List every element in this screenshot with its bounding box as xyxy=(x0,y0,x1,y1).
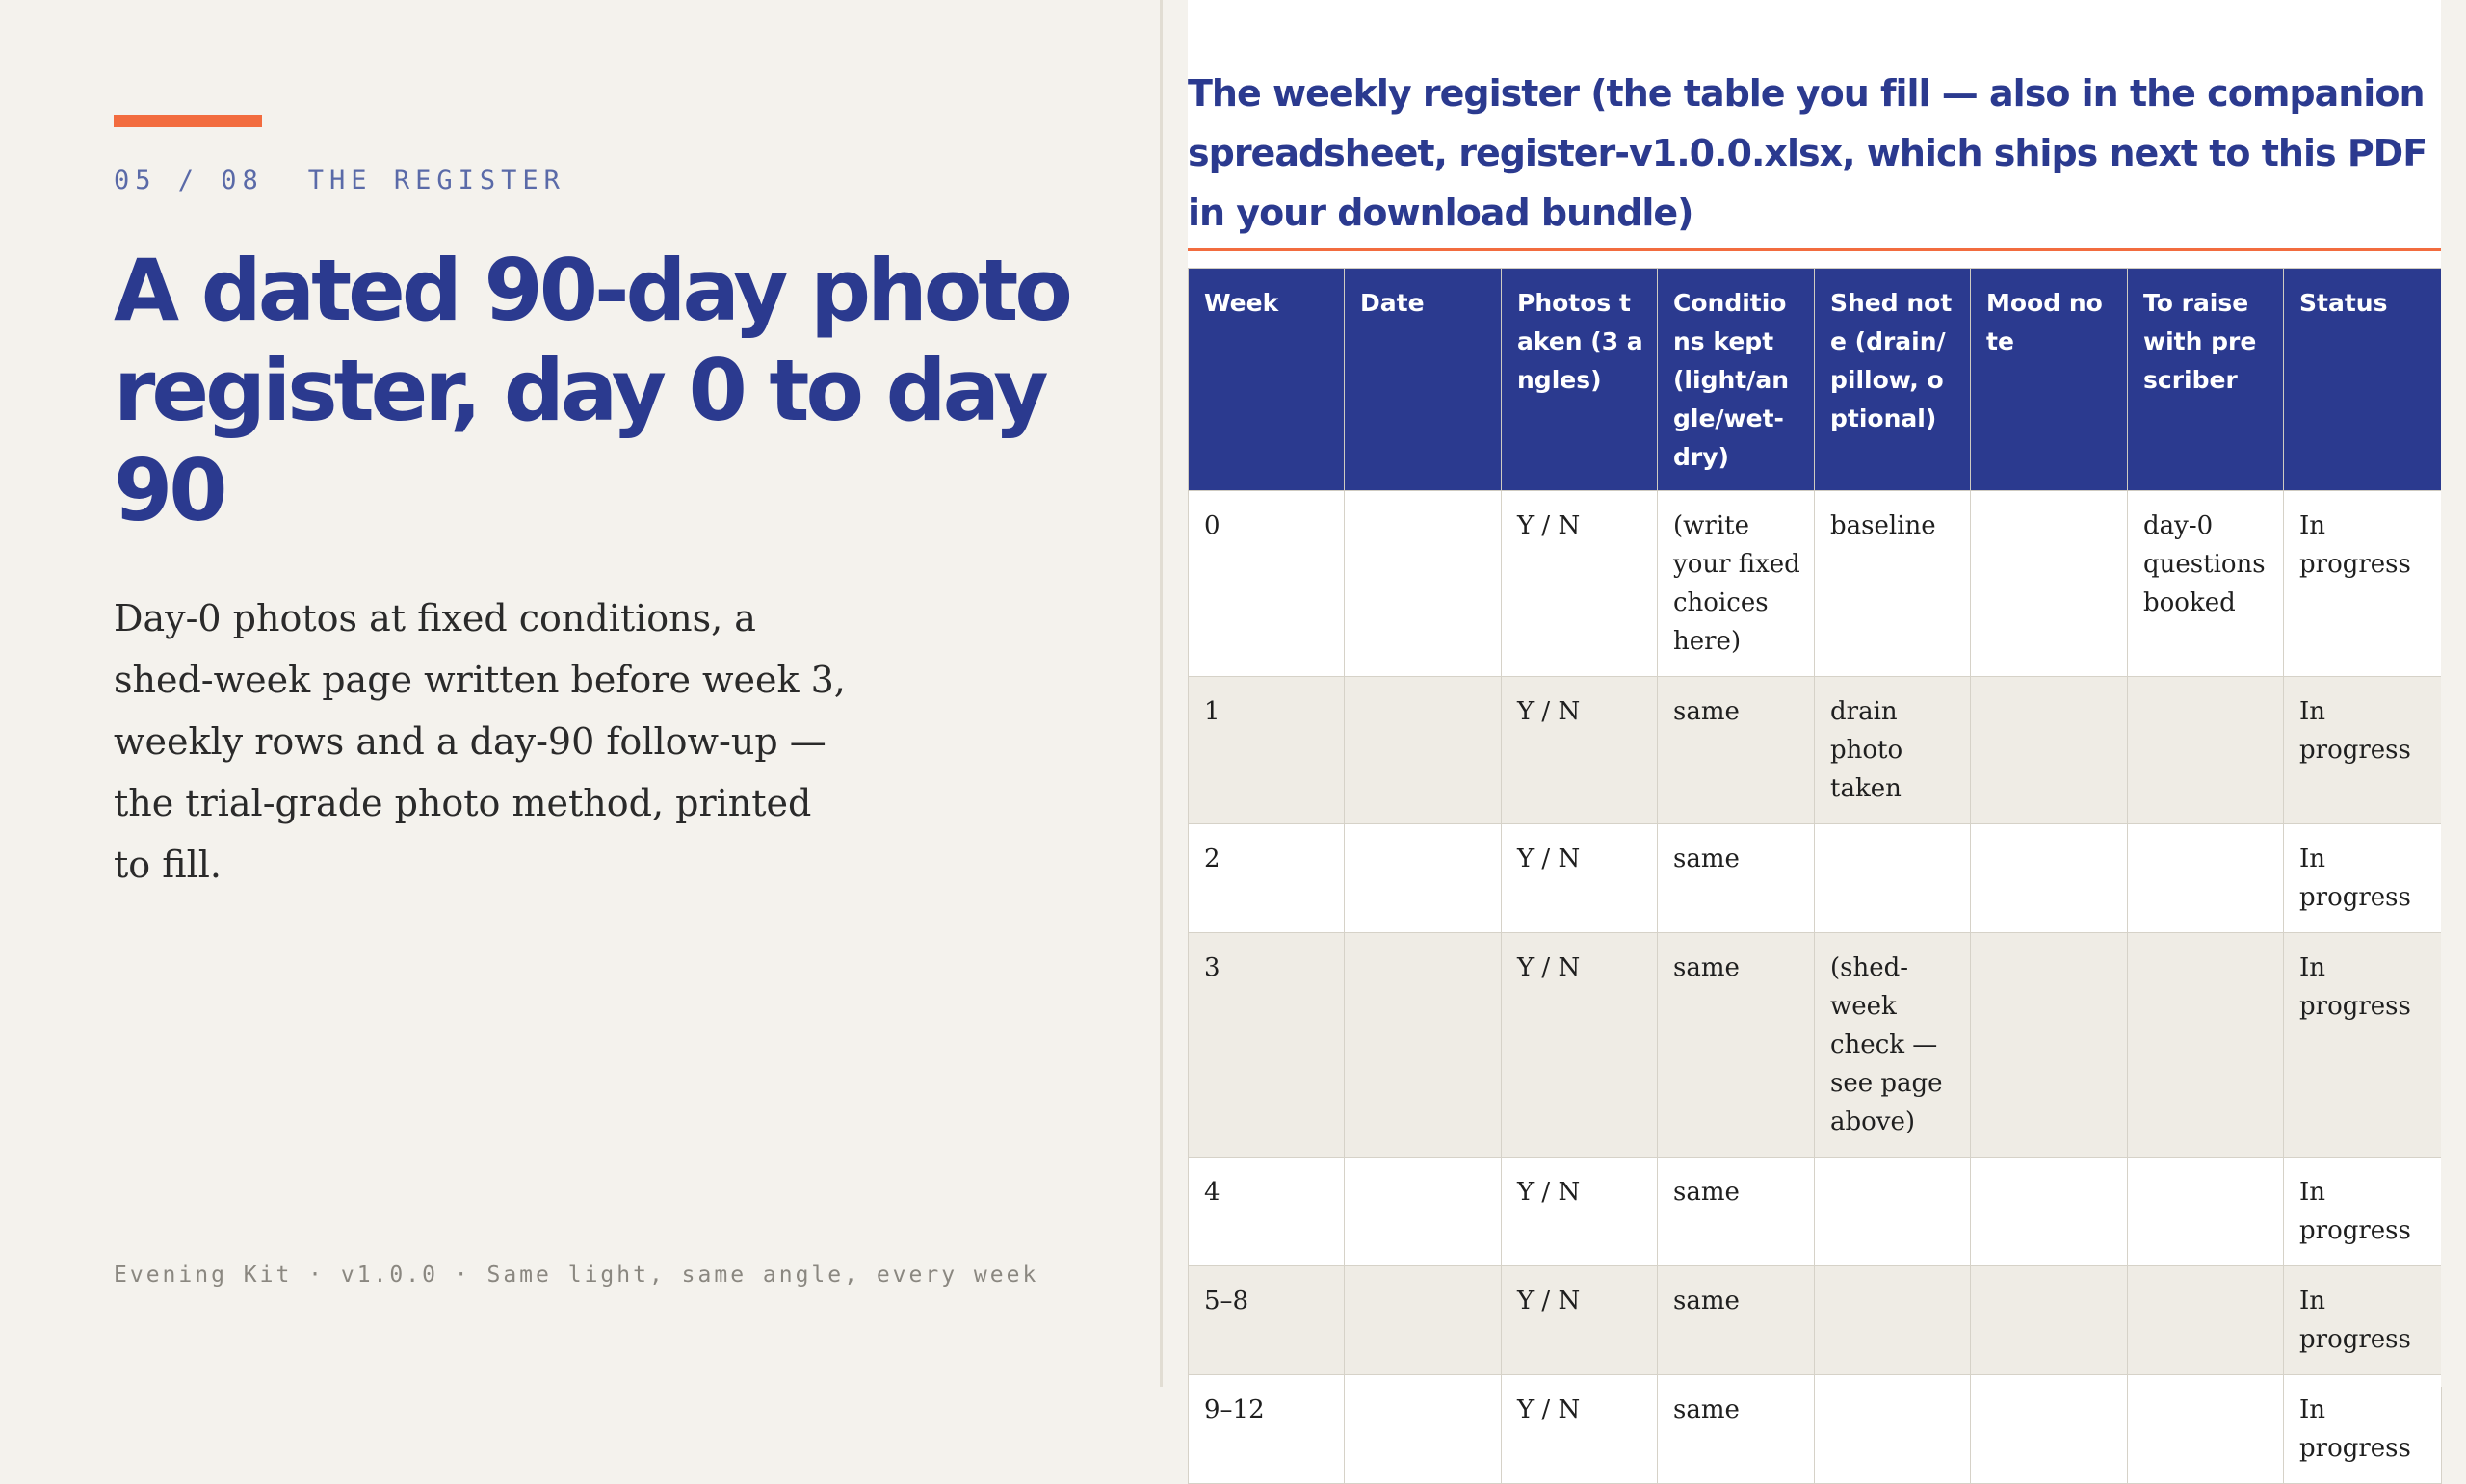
table-row xyxy=(1189,491,2442,677)
table-cell: (write your fixed choices here) xyxy=(1658,491,1815,677)
table-cell: Y / N xyxy=(1502,1266,1658,1375)
table-cell xyxy=(1345,1158,1502,1266)
register-title: The weekly register (the table you fill — also in the companion spreadsheet, register-v1.0.0.xlsx, which ships next to this PDF in your download bundle) xyxy=(1188,72,2427,234)
table-cell xyxy=(1345,677,1502,824)
table-cell xyxy=(1345,933,1502,1158)
table-cell xyxy=(1345,824,1502,933)
table-cell: In progress xyxy=(2284,824,2442,933)
register-panel xyxy=(1188,0,2441,1463)
column-header: Date xyxy=(1345,269,1502,491)
table-row xyxy=(1189,1266,2442,1375)
table-row xyxy=(1189,824,2442,933)
table-cell xyxy=(1345,1375,1502,1484)
column-header: To raise with prescriber xyxy=(2128,269,2284,491)
panel-divider xyxy=(1160,0,1163,1387)
column-header: Week xyxy=(1189,269,1345,491)
table-cell: Y / N xyxy=(1502,1375,1658,1484)
table-cell: In progress xyxy=(2284,1375,2442,1484)
table-cell: day-0 questions booked xyxy=(2128,491,2284,677)
table-cell: same xyxy=(1658,824,1815,933)
table-cell: In progress xyxy=(2284,1158,2442,1266)
table-cell xyxy=(1971,1266,2128,1375)
table-cell: 4 xyxy=(1189,1158,1345,1266)
table-cell xyxy=(1971,1158,2128,1266)
table-cell: same xyxy=(1658,677,1815,824)
table-cell: same xyxy=(1658,933,1815,1158)
table-cell: Y / N xyxy=(1502,824,1658,933)
table-cell xyxy=(2128,824,2284,933)
table-cell: Y / N xyxy=(1502,491,1658,677)
table-cell xyxy=(2128,1375,2284,1484)
table-cell: Y / N xyxy=(1502,933,1658,1158)
table-cell xyxy=(2128,677,2284,824)
table-cell: 9–12 xyxy=(1189,1375,1345,1484)
table-cell: In progress xyxy=(2284,1266,2442,1375)
table-cell: 5–8 xyxy=(1189,1266,1345,1375)
section-name: THE REGISTER xyxy=(307,166,565,195)
table-cell xyxy=(1345,1266,1502,1375)
lede-paragraph: Day-0 photos at fixed conditions, a shed-week page written before week 3, weekly rows and a day-90 follow-up — the trial-grade photo method, printed to fill. xyxy=(114,597,846,886)
page-title: A dated 90-day photo register, day 0 to day 90 xyxy=(114,241,1069,540)
table-cell: 2 xyxy=(1189,824,1345,933)
column-header: Conditions kept (light/angle/wet-dry) xyxy=(1658,269,1815,491)
title-rule xyxy=(1188,248,2441,251)
table-cell xyxy=(1971,677,2128,824)
table-row xyxy=(1189,1158,2442,1266)
table-row xyxy=(1189,933,2442,1158)
table-cell xyxy=(2128,933,2284,1158)
column-header: Mood note xyxy=(1971,269,2128,491)
left-panel xyxy=(0,0,1160,1387)
section-eyebrow xyxy=(114,166,565,195)
table-cell xyxy=(2128,1266,2284,1375)
table-cell xyxy=(1815,1158,1971,1266)
table-cell: In progress xyxy=(2284,933,2442,1158)
table-cell: baseline xyxy=(1815,491,1971,677)
table-cell xyxy=(2128,1158,2284,1266)
table-cell: Y / N xyxy=(1502,677,1658,824)
table-cell xyxy=(1815,824,1971,933)
header-row xyxy=(1189,269,2442,491)
table-cell: (shed-week check — see page above) xyxy=(1815,933,1971,1158)
column-header: Photos taken (3 angles) xyxy=(1502,269,1658,491)
column-header: Shed note (drain/pillow, optional) xyxy=(1815,269,1971,491)
table-cell: 3 xyxy=(1189,933,1345,1158)
table-row xyxy=(1189,677,2442,824)
table-cell: same xyxy=(1658,1375,1815,1484)
table-cell xyxy=(1971,933,2128,1158)
table-cell xyxy=(1971,491,2128,677)
section-number: 05 / 08 xyxy=(114,166,264,195)
table-cell: Y / N xyxy=(1502,1158,1658,1266)
table-row xyxy=(1189,1375,2442,1484)
table-cell xyxy=(1971,824,2128,933)
table-cell xyxy=(1345,491,1502,677)
table-cell: In progress xyxy=(2284,677,2442,824)
register-table xyxy=(1188,268,2442,1484)
table-cell xyxy=(1815,1266,1971,1375)
table-cell: 0 xyxy=(1189,491,1345,677)
table-cell: drain photo taken xyxy=(1815,677,1971,824)
table-cell xyxy=(1815,1375,1971,1484)
right-gutter xyxy=(2441,0,2466,1387)
footer-note: Evening Kit · v1.0.0 · Same light, same angle, every week xyxy=(114,1263,1039,1288)
table-cell: In progress xyxy=(2284,491,2442,677)
table-cell: 1 xyxy=(1189,677,1345,824)
table-cell: same xyxy=(1658,1158,1815,1266)
accent-bar xyxy=(114,115,262,127)
table-cell: same xyxy=(1658,1266,1815,1375)
column-header: Status xyxy=(2284,269,2442,491)
table-cell xyxy=(1971,1375,2128,1484)
